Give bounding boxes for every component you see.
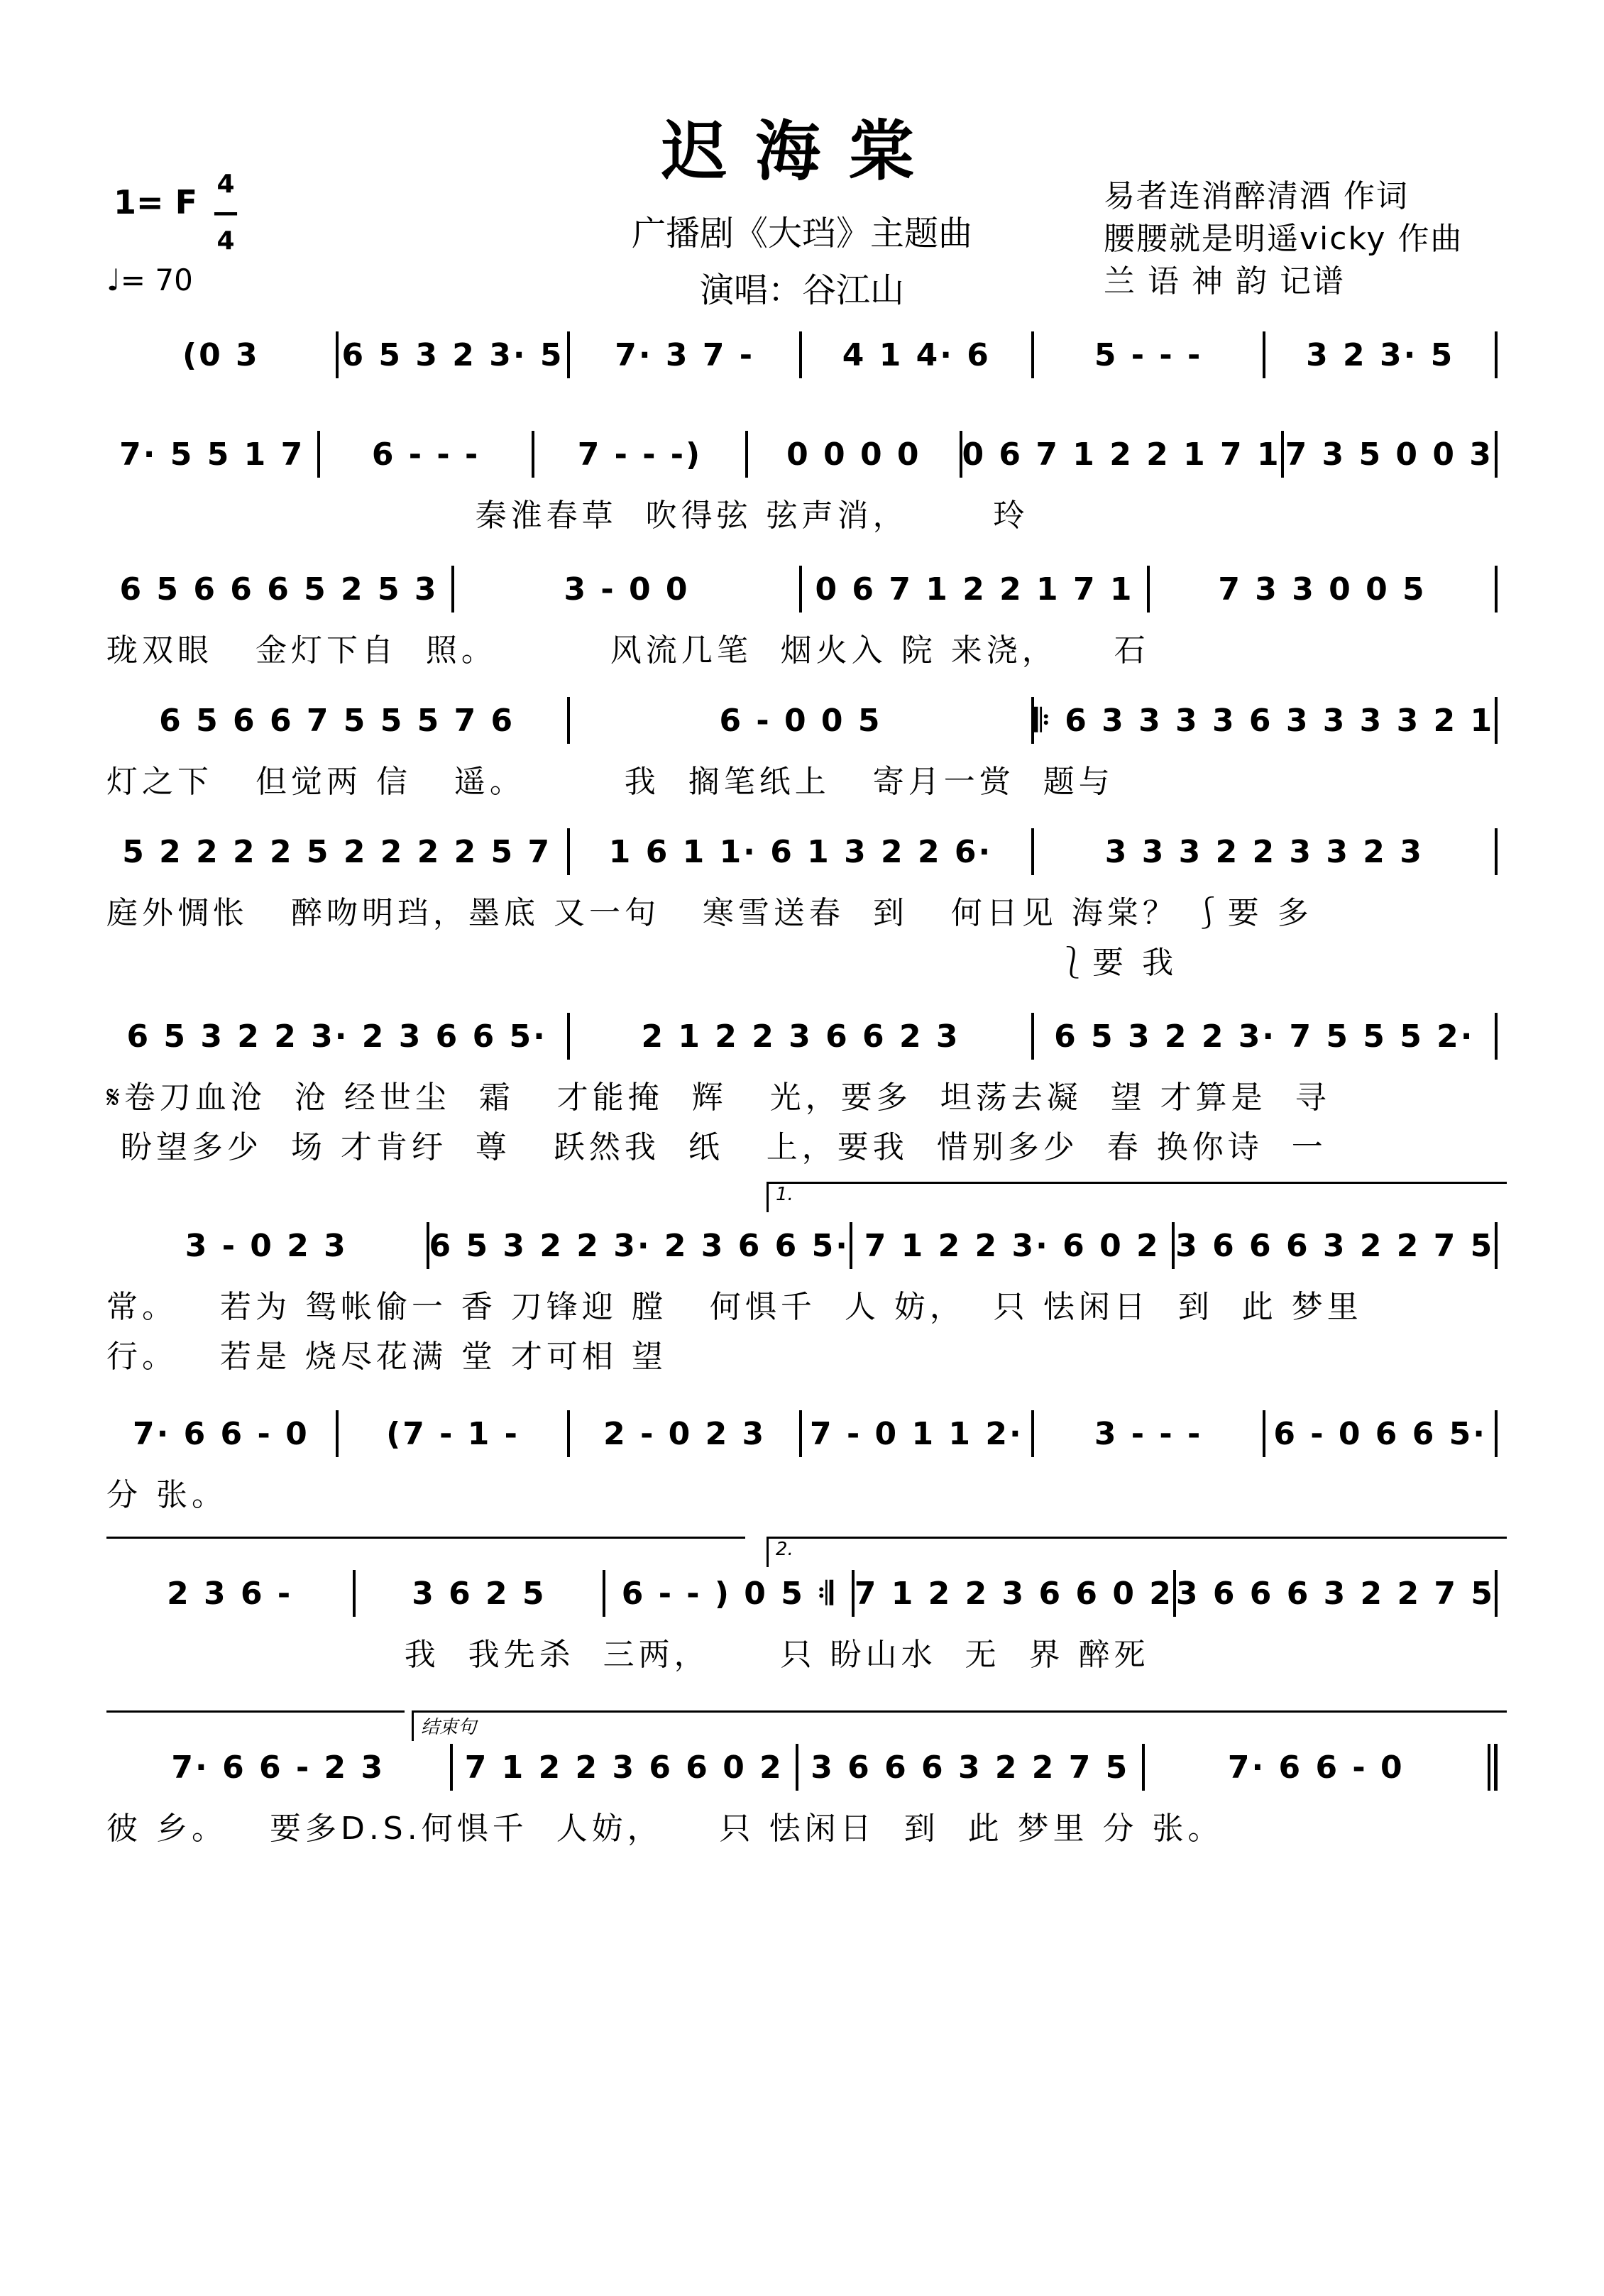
measure: 3 6 6 6 3 2 2 7 5 (811, 1749, 1130, 1786)
measure: 𝄆 6 3 3 3 3 6 3 3 3 3 2 1 (1034, 702, 1495, 739)
subtitle: 广播剧《大珰》主题曲 (631, 214, 972, 253)
measure: 0 6 7 1 2 2 1 7 1 (962, 436, 1281, 473)
tempo-marking: ♩= 70 (106, 263, 193, 297)
measure: 7 1 2 2 3· 6 0 2 (864, 1227, 1160, 1264)
volta-line (106, 1710, 405, 1713)
transcriber-credit: 兰 语 神 韵 记谱 (1104, 263, 1345, 300)
measure: 3 - - - (1094, 1415, 1203, 1452)
music-line (106, 1412, 1498, 1455)
measure: 7 3 3 0 0 5 (1218, 571, 1427, 608)
lyric-line: 庭外惆怅 醉吻明珰，墨底 又一句 寒雪送春 到 何日见 海棠？ ⎰要 多 (106, 895, 1313, 931)
measure: 6 5 6 6 6 5 2 5 3 (119, 571, 439, 608)
measure: 7 - - -) (577, 436, 703, 473)
measure: 6 5 3 2 2 3· 2 3 6 6 5· (126, 1018, 547, 1055)
lyric-line: 珑双眼 金灯下自 照。 风流几笔 烟火入 院 来浇， 石 (106, 632, 1150, 669)
music-line (106, 1746, 1498, 1789)
measure: 6 5 6 6 7 5 5 5 7 6 (159, 702, 515, 739)
lyric-line: 𝄋卷刀血沧 沧 经世尘 霜 才能掩 辉 光，要多 坦荡去凝 望 才算是 寻 (106, 1080, 1331, 1116)
measure: 0 0 0 0 (786, 436, 921, 473)
lyric-line: 盼望多少 场 才肯纡 尊 跃然我 纸 上，要我 惜别多少 春 换你诗 一 (106, 1129, 1327, 1165)
measure: 7 1 2 2 3 6 6 0 2 (854, 1575, 1173, 1612)
music-line (106, 1224, 1498, 1267)
lyric-line: 灯之下 但觉两 信 遥。 我 搁笔纸上 寄月一赏 题与 (106, 764, 1114, 800)
volta-ending-phrase: 结束句 (412, 1710, 1507, 1741)
measure: 6 - - ) 0 5 𝄇 (621, 1575, 835, 1612)
barline (1495, 1410, 1498, 1457)
measure: 6 - 0 6 6 5· (1273, 1415, 1488, 1452)
measure: 2 3 6 - (167, 1575, 293, 1612)
measure: 5 - - - (1094, 336, 1203, 373)
measure: 7· 6 6 - 0 (132, 1415, 309, 1452)
measure: 3 3 3 2 2 3 3 2 3 (1104, 833, 1424, 870)
music-line (106, 334, 1498, 376)
measure: 6 - 0 0 5 (719, 702, 882, 739)
lyric-line: 我 我先杀 三两， 只 盼山水 无 界 醉死 (106, 1637, 1150, 1673)
volta-line (106, 1537, 745, 1539)
measure: 2 - 0 2 3 (603, 1415, 767, 1452)
music-line (106, 568, 1498, 610)
measure: 1 6 1 1· 6 1 3 2 2 6· (608, 833, 993, 870)
composer-credit: 腰腰就是明遥vicky 作曲 (1104, 221, 1463, 257)
lyricist-credit: 易者连消醉清酒 作词 (1104, 178, 1409, 214)
lyric-line: 秦淮春草 吹得弦 弦声消， 玲 (106, 498, 1029, 534)
measure: 6 5 3 2 2 3· 2 3 6 6 5· (429, 1227, 850, 1264)
measure: 6 5 3 2 3· 5 (341, 336, 564, 373)
barline (1495, 1570, 1498, 1617)
measure: 3 6 6 6 3 2 2 7 5 (1175, 1227, 1495, 1264)
key-signature: 1= F (114, 183, 197, 221)
measure: 3 - 0 2 3 (185, 1227, 348, 1264)
music-line (106, 1015, 1498, 1058)
measure: 2 1 2 2 3 6 6 2 3 (641, 1018, 960, 1055)
barline (1495, 566, 1498, 613)
barline (1488, 1744, 1498, 1791)
singer-credit: 演唱：谷江山 (699, 270, 904, 310)
music-line (106, 830, 1498, 873)
lyric-line: ⎱要 我 (106, 945, 1178, 981)
measure: 6 - - - (371, 436, 480, 473)
page-title: 迟海棠 (661, 113, 943, 189)
measure: 7· 6 6 - 2 3 (171, 1749, 385, 1786)
measure: 6 5 3 2 2 3· 7 5 5 5 2· (1054, 1018, 1475, 1055)
time-signature: 4 — 4 (213, 170, 238, 256)
barline (1495, 331, 1498, 378)
measure: 4 1 4· 6 (842, 336, 991, 373)
volta-first-ending: 1. (767, 1182, 1507, 1212)
barline (1495, 1222, 1498, 1269)
measure: 3 - 0 0 (564, 571, 690, 608)
measure: 3 2 3· 5 (1306, 336, 1455, 373)
barline (1495, 697, 1498, 744)
measure: 7· 5 5 1 7 (119, 436, 305, 473)
measure: 7 3 5 0 0 3 (1285, 436, 1493, 473)
volta-second-ending: 2. (767, 1537, 1507, 1567)
music-line (106, 433, 1498, 476)
barline (1495, 1013, 1498, 1060)
barline (1495, 431, 1498, 478)
measure: 5 2 2 2 2 5 2 2 2 2 5 7 (122, 833, 552, 870)
measure: 7· 3 7 - (615, 336, 755, 373)
lyric-line: 常。 若为 鸳帐偷一 香 刀锋迎 膛 何惧千 人 妨， 只 怯闲日 到 此 梦里 (106, 1289, 1363, 1325)
lyric-line: 彼 乡。 要多D.S.何惧千 人妨， 只 怯闲日 到 此 梦里 分 张。 (106, 1811, 1224, 1847)
measure: (0 3 (182, 336, 260, 373)
measure: 3 6 6 6 3 2 2 7 5 (1175, 1575, 1495, 1612)
music-line (106, 1572, 1498, 1615)
measure: (7 - 1 - (386, 1415, 520, 1452)
music-line (106, 699, 1498, 742)
lyric-line: 行。 若是 烧尽花满 堂 才可相 望 (106, 1339, 667, 1375)
measure: 3 6 2 5 (412, 1575, 546, 1612)
measure: 7· 6 6 - 0 (1227, 1749, 1405, 1786)
measure: 0 6 7 1 2 2 1 7 1 (815, 571, 1134, 608)
measure: 7 1 2 2 3 6 6 0 2 (464, 1749, 784, 1786)
measure: 7 - 0 1 1 2· (810, 1415, 1023, 1452)
lyric-line: 分 张。 (106, 1477, 227, 1513)
barline (1495, 828, 1498, 875)
